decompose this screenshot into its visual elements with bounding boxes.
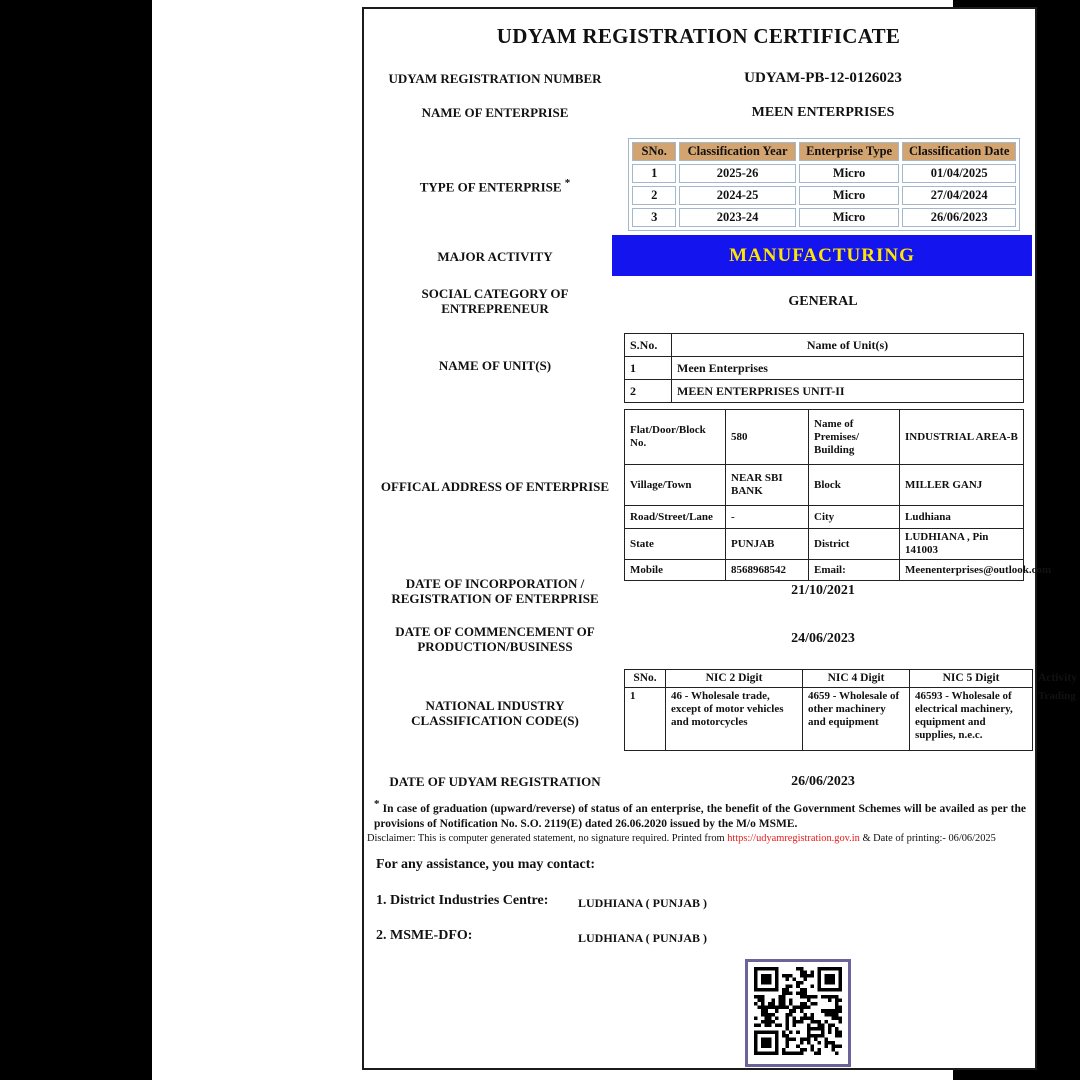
table-row [625, 380, 1024, 403]
table-cell: 46593 - Wholesale of electrical machinery, equipment and supplies, n.e.c. [910, 688, 1033, 751]
certificate-frame [362, 7, 1077, 1070]
table-row [632, 186, 1016, 205]
table-cell: Micro [799, 208, 900, 227]
table-cell: Micro [799, 164, 900, 183]
label-name-of-units: NAME OF UNIT(S) [438, 358, 552, 373]
table-header-cell: Classification Year [679, 142, 795, 161]
table-cell: Meen Enterprises [672, 357, 1024, 380]
table-header-cell: NIC 4 Digit [803, 670, 910, 688]
asterisk-marker: * [564, 177, 571, 189]
table-header-cell: Name of Unit(s) [672, 334, 1024, 357]
nic-table [624, 669, 1077, 751]
major-activity-banner [612, 235, 1032, 276]
table-header-cell: NIC 5 Digit [910, 670, 1033, 688]
contact-value-msme-dfo: LUDHIANA ( PUNJAB ) [578, 931, 707, 945]
table-cell: 27/04/2024 [902, 186, 1016, 205]
table-row [632, 164, 1016, 183]
label-date-of-registration: DATE OF UDYAM REGISTRATION [389, 774, 601, 789]
table-header-cell: Enterprise Type [799, 142, 900, 161]
table-cell: 2 [625, 380, 672, 403]
table-cell: INDUSTRIAL AREA-B [900, 410, 1024, 465]
table-cell: City [809, 506, 900, 529]
table-row [625, 465, 1024, 506]
contact-value-district-industries-centre: LUDHIANA ( PUNJAB ) [578, 896, 707, 910]
table-cell: Mobile [625, 560, 726, 581]
table-row [632, 208, 1016, 227]
table-row [625, 410, 1024, 465]
table-cell: 580 [726, 410, 809, 465]
contact-label-msme-dfo: 2. MSME-DFO: [376, 928, 473, 943]
value-major-activity: MANUFACTURING [729, 244, 915, 266]
table-cell: Meenenterprises@outlook.com [900, 560, 1024, 581]
table-cell: MILLER GANJ [900, 465, 1024, 506]
classification-table [628, 138, 1020, 231]
table-cell: 1 [632, 164, 676, 183]
value-date-of-incorporation: 21/10/2021 [791, 583, 855, 598]
table-header-cell: SNo. [625, 670, 666, 688]
label-major-activity: MAJOR ACTIVITY [437, 249, 553, 264]
table-cell: 2 [632, 186, 676, 205]
graduation-footnote: * In case of graduation (upward/reverse) of status of an enterprise, the benefit of the Government Schemes will be availed as per the provisions of Notification No. S.O. 2119(E) dated 26.06.2020 issued by the M/o MSME. [374, 798, 1027, 830]
value-enterprise-name: MEEN ENTERPRISES [751, 105, 895, 120]
table-cell: Block [809, 465, 900, 506]
table-header-row [632, 142, 1016, 161]
table-cell: Flat/Door/Block No. [625, 410, 726, 465]
value-registration-number: UDYAM-PB-12-0126023 [744, 70, 902, 86]
value-date-of-registration: 26/06/2023 [791, 774, 855, 789]
table-cell: PUNJAB [726, 529, 809, 560]
table-cell: 01/04/2025 [902, 164, 1016, 183]
label-nic-codes: NATIONAL INDUSTRY CLASSIFICATION CODE(S) [411, 698, 579, 728]
table-cell: 2025-26 [679, 164, 795, 183]
address-table [624, 409, 1052, 581]
table-row: 1 46 - Wholesale trade, except of motor vehicles and motorcycles 4659 - Wholesale of other machinery and equipment 46593 - Wholesale of electrical machinery, equipment and supplies, n.e.c. Trading [625, 688, 1033, 751]
table-header-cell: NIC 2 Digit [666, 670, 803, 688]
table-cell: MEEN ENTERPRISES UNIT-II [672, 380, 1024, 403]
table-row [625, 529, 1024, 560]
table-cell: Village/Town [625, 465, 726, 506]
table-cell: 2024-25 [679, 186, 795, 205]
table-cell: Micro [799, 186, 900, 205]
label-date-of-incorporation: DATE OF INCORPORATION / REGISTRATION OF ENTERPRISE [391, 576, 599, 606]
table-cell: 3 [632, 208, 676, 227]
certificate-page [152, 0, 1077, 1080]
table-header-cell: SNo. [632, 142, 676, 161]
table-header-cell: S.No. [625, 334, 672, 357]
assistance-heading: For any assistance, you may contact: [376, 857, 596, 872]
label-official-address: OFFICAL ADDRESS OF ENTERPRISE [380, 479, 610, 494]
table-cell: 1 [625, 688, 666, 751]
label-social-category: SOCIAL CATEGORY OF ENTREPRENEUR [421, 286, 569, 316]
table-cell: Name of Premises/ Building [809, 410, 900, 465]
asterisk-marker: * [374, 798, 380, 810]
table-header-row [625, 334, 1024, 357]
table-header-row: SNo. NIC 2 Digit NIC 4 Digit NIC 5 Digit Activity [625, 670, 1033, 688]
table-cell: State [625, 529, 726, 560]
table-cell: NEAR SBI BANK [726, 465, 809, 506]
disclaimer-text: Disclaimer: This is computer generated statement, no signature required. Printed from https://udyamregistration.gov.in & Date of printing:- 06/06/2025 [367, 833, 996, 844]
table-cell: Road/Street/Lane [625, 506, 726, 529]
table-header-cell: Classification Date [902, 142, 1016, 161]
table-cell: District [809, 529, 900, 560]
qr-code [745, 959, 851, 1067]
value-date-of-commencement: 24/06/2023 [791, 631, 855, 646]
page-title: UDYAM REGISTRATION CERTIFICATE [496, 24, 901, 48]
label-registration-number: UDYAM REGISTRATION NUMBER [388, 71, 602, 86]
table-cell: 2023-24 [679, 208, 795, 227]
udyam-registration-link[interactable]: https://udyamregistration.gov.in [727, 833, 860, 844]
table-cell: - [726, 506, 809, 529]
table-cell: 4659 - Wholesale of other machinery and equipment [803, 688, 910, 751]
label-date-of-commencement: DATE OF COMMENCEMENT OF PRODUCTION/BUSINESS [395, 624, 595, 654]
table-cell: 8568968542 [726, 560, 809, 581]
table-cell: 26/06/2023 [902, 208, 1016, 227]
table-cell: 46 - Wholesale trade, except of motor vehicles and motorcycles [666, 688, 803, 751]
value-social-category: GENERAL [788, 294, 858, 309]
table-cell: 1 [625, 357, 672, 380]
label-enterprise-name: NAME OF ENTERPRISE [421, 105, 569, 120]
units-table [624, 333, 1024, 403]
table-cell: Ludhiana [900, 506, 1024, 529]
label-type-of-enterprise: TYPE OF ENTERPRISE * [419, 177, 571, 195]
contact-label-district-industries-centre: 1. District Industries Centre: [376, 893, 549, 908]
qr-code-pattern [754, 967, 842, 1060]
table-row [625, 357, 1024, 380]
table-cell: Email: [809, 560, 900, 581]
table-cell: LUDHIANA , Pin 141003 [900, 529, 1024, 560]
table-row [625, 506, 1024, 529]
table-row [625, 560, 1024, 581]
